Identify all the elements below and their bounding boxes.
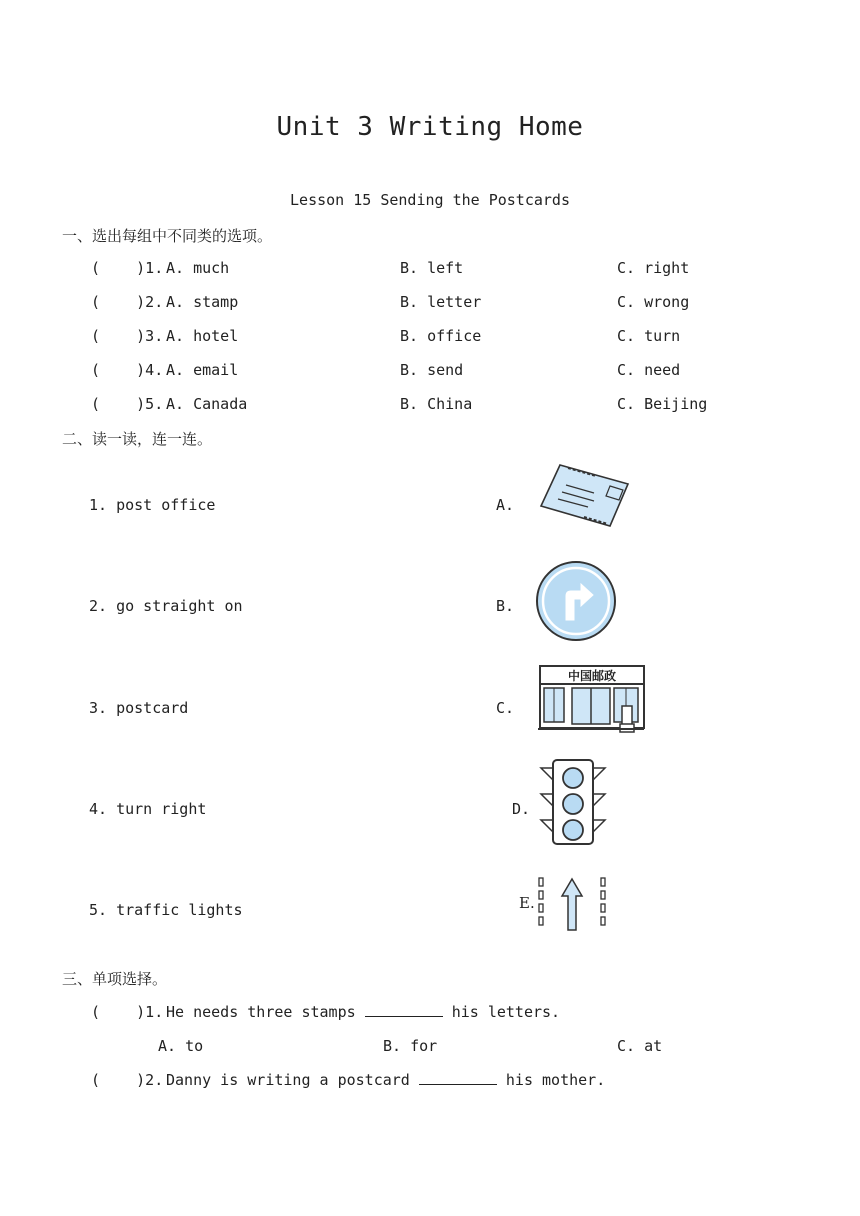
match-item-3[interactable]: 3. postcard (89, 699, 189, 717)
question-sentence (166, 1003, 560, 1021)
option-c: C. right (617, 259, 690, 277)
question-text: his letters. (451, 1003, 561, 1021)
option-a: A. much (166, 259, 230, 277)
match-item-5[interactable]: 5. traffic lights (89, 901, 243, 919)
answer-blank[interactable] (419, 1072, 497, 1085)
match-letter-d: D. (512, 800, 531, 818)
option-c[interactable]: C. at (617, 1037, 663, 1055)
page-title: Unit 3 Writing Home (276, 112, 584, 142)
option-b: B. send (400, 361, 464, 379)
go-straight-icon[interactable] (534, 874, 614, 934)
match-item-1[interactable]: 1. post office (89, 496, 216, 514)
question-number[interactable]: ( )4. (91, 361, 164, 379)
option-b[interactable]: B. for (383, 1037, 438, 1055)
question-number[interactable]: ( )1. (91, 1003, 164, 1021)
question-number[interactable]: ( )2. (91, 1071, 164, 1089)
question-text: Danny is writing a postcard (166, 1071, 410, 1089)
question-text: He needs three stamps (166, 1003, 356, 1021)
match-letter-e: E. (519, 894, 535, 912)
section-2-heading: 二、读一读，连一连。 (62, 430, 213, 448)
option-a: A. email (166, 361, 239, 379)
option-b: B. letter (400, 293, 482, 311)
section-1-heading: 一、选出每组中不同类的选项。 (62, 227, 273, 245)
option-a[interactable]: A. to (158, 1037, 204, 1055)
option-b: B. office (400, 327, 482, 345)
question-text: his mother. (505, 1071, 606, 1089)
traffic-light-icon[interactable] (537, 758, 609, 850)
answer-blank[interactable] (365, 1004, 443, 1017)
option-c: C. wrong (617, 293, 690, 311)
turn-right-sign-icon[interactable] (535, 560, 617, 642)
match-letter-b: B. (496, 597, 515, 615)
lesson-subtitle: Lesson 15 Sending the Postcards (290, 191, 570, 209)
match-letter-a: A. (496, 496, 515, 514)
option-a: A. stamp (166, 293, 239, 311)
section-3-heading: 三、单项选择。 (62, 970, 168, 988)
question-number[interactable]: ( )2. (91, 293, 164, 311)
option-c: C. need (617, 361, 681, 379)
option-b: B. left (400, 259, 464, 277)
match-letter-c: C. (496, 699, 515, 717)
option-c: C. Beijing (617, 395, 708, 413)
option-a: A. hotel (166, 327, 239, 345)
option-a: A. Canada (166, 395, 248, 413)
match-item-4[interactable]: 4. turn right (89, 800, 207, 818)
question-number[interactable]: ( )3. (91, 327, 164, 345)
match-item-2[interactable]: 2. go straight on (89, 597, 243, 615)
option-b: B. China (400, 395, 473, 413)
post-office-icon[interactable] (536, 662, 646, 736)
question-number[interactable]: ( )5. (91, 395, 164, 413)
question-number[interactable]: ( )1. (91, 259, 164, 277)
option-c: C. turn (617, 327, 681, 345)
question-sentence (166, 1071, 605, 1089)
post-office-sign-text: 中国邮政 (567, 669, 617, 683)
postcard-icon[interactable] (538, 462, 632, 530)
